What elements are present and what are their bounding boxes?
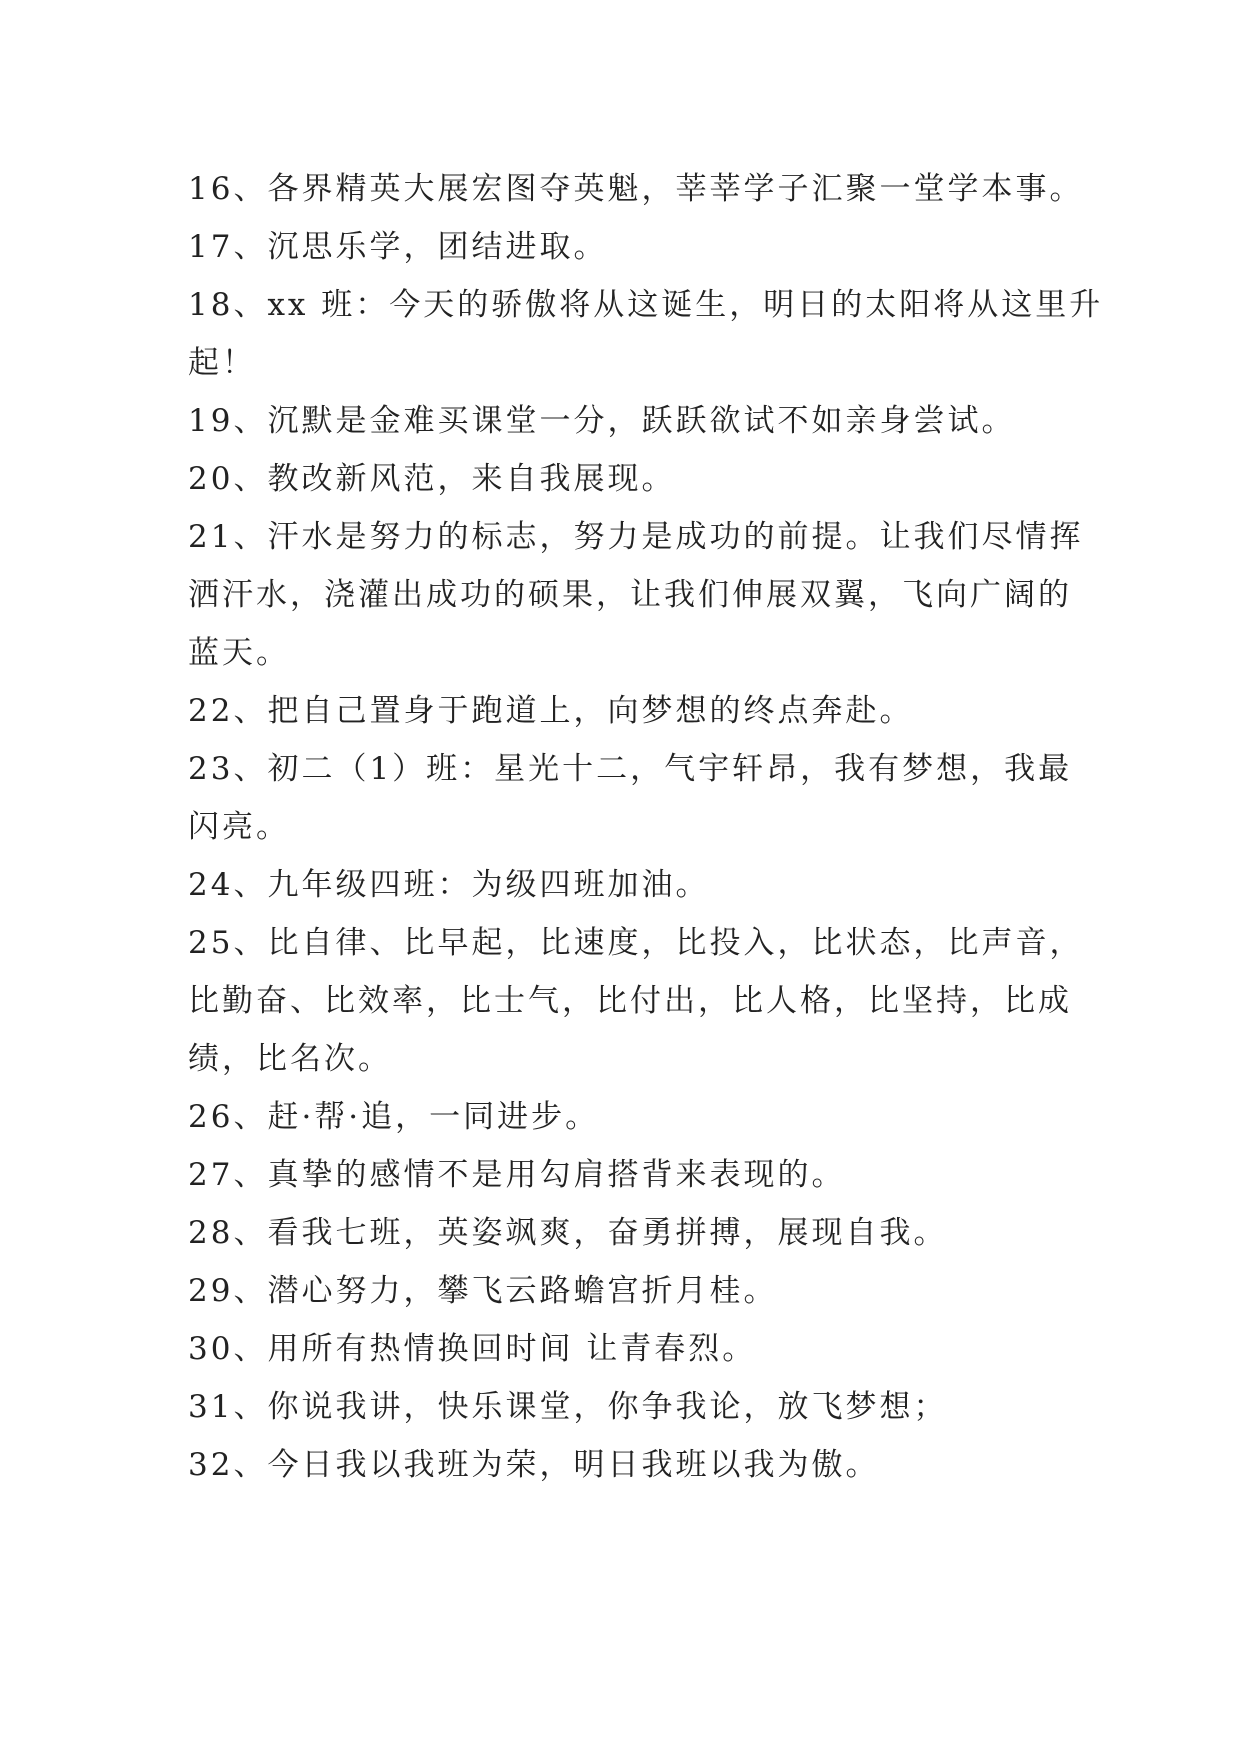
text-line: 29、潜心努力，攀飞云路蟾宫折月桂。 bbox=[188, 1273, 778, 1309]
text-line: 起！ bbox=[188, 345, 256, 381]
text-line: 蓝天。 bbox=[188, 635, 290, 671]
text-line: 30、用所有热情换回时间 让青春烈。 bbox=[188, 1331, 757, 1367]
text-line: 20、教改新风范，来自我展现。 bbox=[188, 461, 676, 497]
text-line: 26、赶·帮·追，一同进步。 bbox=[188, 1099, 600, 1135]
text-line: 24、九年级四班：为级四班加油。 bbox=[188, 867, 710, 903]
slogan-list bbox=[188, 160, 1104, 1494]
text-line: 23、初二（1）班：星光十二，气宇轩昂，我有梦想，我最 bbox=[188, 751, 1073, 787]
text-line: 17、沉思乐学，团结进取。 bbox=[188, 229, 608, 265]
text-line: 25、比自律、比早起，比速度，比投入，比状态，比声音， bbox=[188, 925, 1084, 961]
text-line: 31、你说我讲，快乐课堂，你争我论，放飞梦想； bbox=[188, 1389, 948, 1425]
text-line: 32、今日我以我班为荣，明日我班以我为傲。 bbox=[188, 1447, 880, 1483]
text-line: 闪亮。 bbox=[188, 809, 290, 845]
text-line: 22、把自己置身于跑道上，向梦想的终点奔赴。 bbox=[188, 693, 914, 729]
text-line: 比勤奋、比效率，比士气，比付出，比人格，比坚持，比成 bbox=[188, 983, 1072, 1019]
text-line: 16、各界精英大展宏图夺英魁，莘莘学子汇聚一堂学本事。 bbox=[188, 171, 1084, 207]
text-line: 21、汗水是努力的标志，努力是成功的前提。让我们尽情挥 bbox=[188, 519, 1084, 555]
text-line: 洒汗水，浇灌出成功的硕果，让我们伸展双翼，飞向广阔的 bbox=[188, 577, 1072, 613]
text-line: 绩，比名次。 bbox=[188, 1041, 392, 1077]
text-line: 19、沉默是金难买课堂一分，跃跃欲试不如亲身尝试。 bbox=[188, 403, 1016, 439]
text-line: 27、真挚的感情不是用勾肩搭背来表现的。 bbox=[188, 1157, 846, 1193]
text-line: 28、看我七班，英姿飒爽，奋勇拼搏，展现自我。 bbox=[188, 1215, 948, 1251]
text-line: 18、xx 班：今天的骄傲将从这诞生，明日的太阳将从这里升 bbox=[188, 287, 1104, 323]
